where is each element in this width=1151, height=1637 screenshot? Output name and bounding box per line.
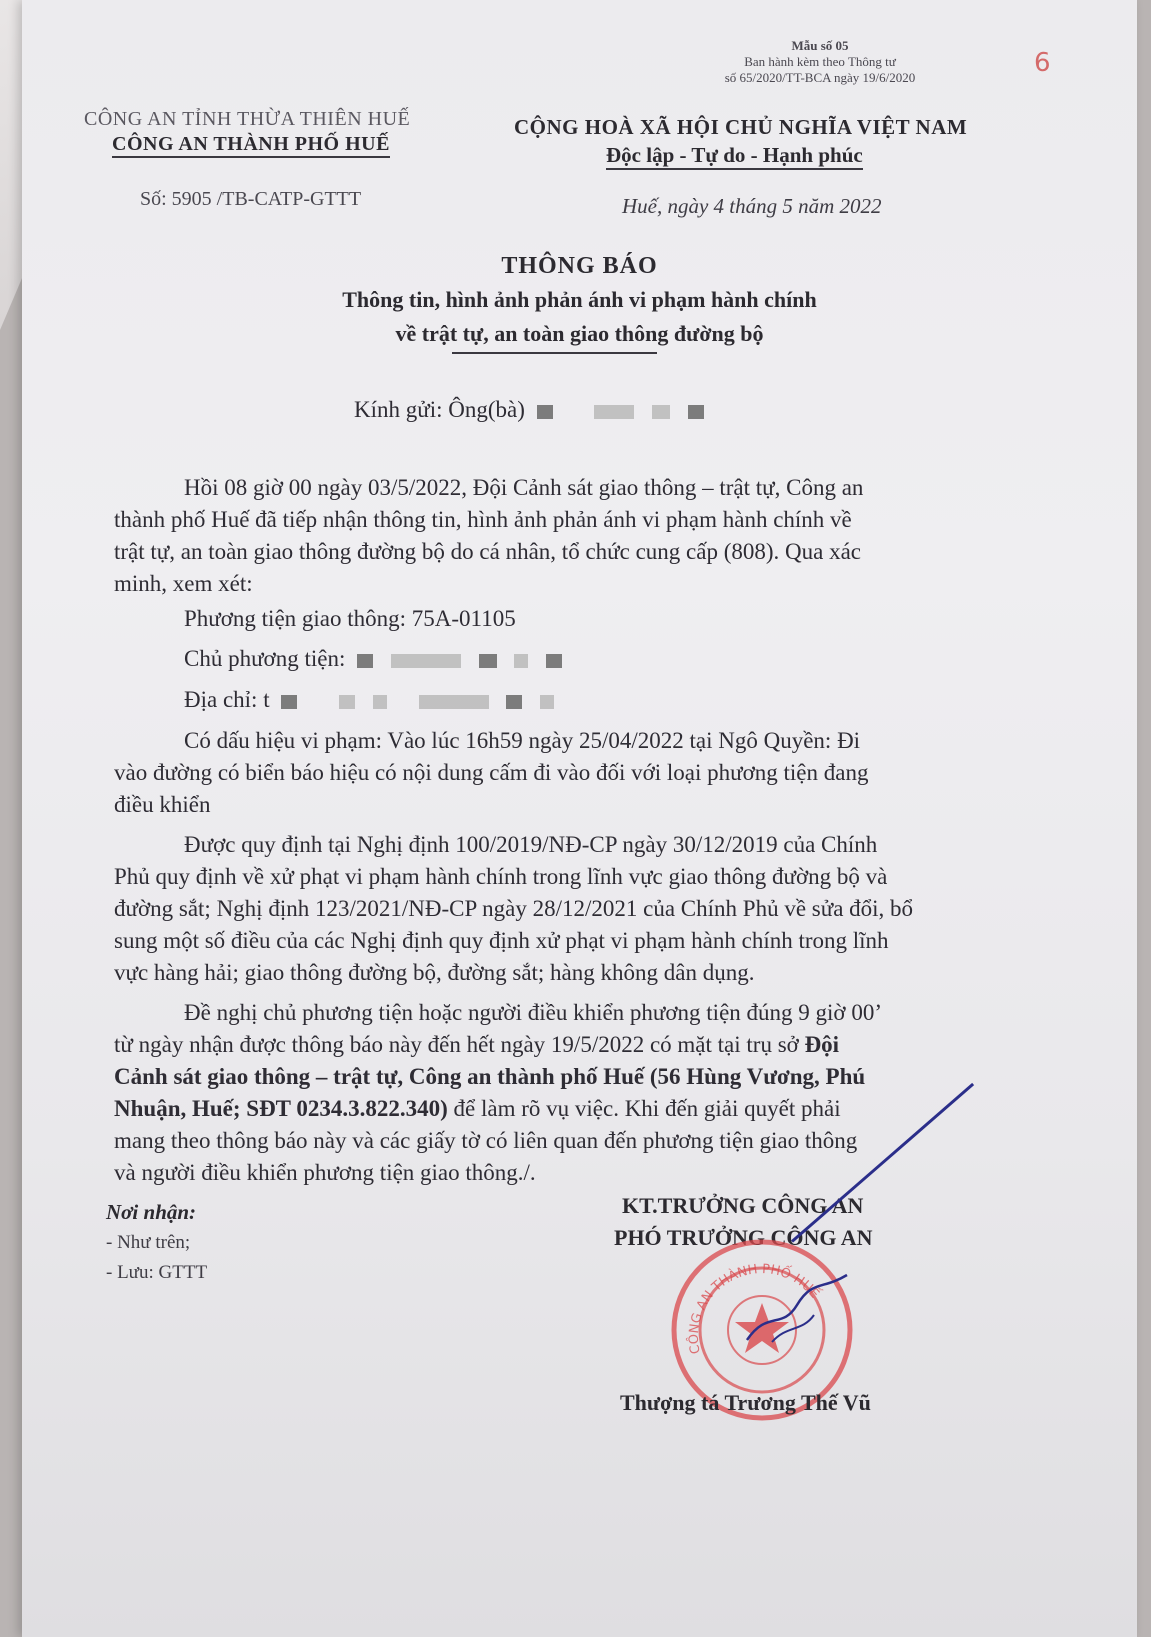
signature-line-2: PHÓ TRƯỞNG CÔNG AN — [614, 1225, 873, 1250]
signature-line-1: KT.TRƯỞNG CÔNG AN — [622, 1193, 864, 1218]
signer-name: Thượng tá Trương Thế Vũ — [620, 1390, 871, 1415]
greeting-text: Kính gửi: Ông(bà) — [354, 397, 525, 422]
redacted-block — [281, 695, 297, 709]
legal-line-3: đường sắt; Nghị định 123/2021/NĐ-CP ngày 28/12/2021 của Chính Phủ về sửa đổi, bổ — [114, 896, 914, 921]
handwritten-signature — [742, 1270, 852, 1350]
redacted-block — [652, 405, 670, 419]
redacted-block — [514, 654, 528, 668]
request-line-3: Cảnh sát giao thông – trật tự, Công an thành phố Huế (56 Hùng Vương, Phú — [114, 1064, 866, 1089]
document-page — [22, 0, 1137, 1637]
legal-line-4: sung một số điều của các Nghị định quy định xử phạt vi phạm hành chính trong lĩnh — [114, 928, 889, 953]
redacted-block — [391, 654, 461, 668]
vehicle-owner — [184, 643, 568, 675]
request-line-2 — [114, 1029, 839, 1061]
redacted-block — [339, 695, 355, 709]
paragraph-1-line-3: trật tự, an toàn giao thông đường bộ do cá nhân, tổ chức cung cấp (808). Qua xác — [114, 539, 862, 564]
recipients-title: Nơi nhận: — [106, 1200, 197, 1224]
agency-name — [112, 133, 390, 156]
legal-line-2: Phủ quy định về xử phạt vi phạm hành chính trong lĩnh vực giao thông đường bộ và — [114, 864, 888, 889]
redacted-block — [540, 695, 554, 709]
vehicle-address — [184, 684, 560, 716]
seal-text: CÔNG AN THÀNH PHỐ HUẾ — [686, 1262, 822, 1356]
violation-line-3: điều khiển — [114, 792, 211, 817]
form-number-label: Mẫu số 05 — [791, 38, 849, 53]
request-line-4-text: để làm rõ vụ việc. Khi đến giải quyết phải — [453, 1096, 841, 1121]
agency-parent: CÔNG AN TỈNH THỪA THIÊN HUẾ — [84, 108, 411, 130]
redacted-block — [546, 654, 562, 668]
agency-name-text: CÔNG AN THÀNH PHỐ HUẾ — [112, 133, 390, 158]
redacted-block — [506, 695, 522, 709]
subtitle-underline — [452, 352, 657, 354]
request-line-2-bold: Đội — [804, 1032, 840, 1057]
form-number-line2: Ban hành kèm theo Thông tư — [744, 54, 896, 69]
vehicle-owner-label: Chủ phương tiện: — [184, 646, 346, 671]
paragraph-1-line-4: minh, xem xét: — [114, 571, 253, 596]
redacted-block — [419, 695, 489, 709]
redacted-block — [373, 695, 387, 709]
vehicle-plate: Phương tiện giao thông: 75A-01105 — [184, 606, 516, 631]
request-line-4-bold: Nhuận, Huế; SĐT 0234.3.822.340) — [114, 1096, 448, 1121]
recipient-item: - Như trên; — [106, 1232, 191, 1253]
request-line-2-text: từ ngày nhận được thông báo này đến hết ngày 19/5/2022 có mặt tại trụ sở — [114, 1032, 799, 1057]
request-line-5: mang theo thông báo này và các giấy tờ có liên quan đến phương tiện giao thông — [114, 1128, 858, 1153]
document-title: THÔNG BÁO — [501, 253, 658, 279]
vehicle-address-label: Địa chỉ: t — [184, 687, 270, 712]
redacted-block — [357, 654, 373, 668]
nation-motto-text: Độc lập - Tự do - Hạnh phúc — [606, 143, 863, 170]
nation-motto — [606, 143, 863, 168]
redacted-block — [688, 405, 704, 419]
greeting — [354, 394, 710, 426]
paragraph-1-line-1: Hồi 08 giờ 00 ngày 03/5/2022, Đội Cảnh sát giao thông – trật tự, Công an — [184, 475, 864, 500]
form-number-line3: số 65/2020/TT-BCA ngày 19/6/2020 — [724, 70, 916, 85]
document-number: Số: 5905 /TB-CATP-GTTT — [140, 188, 362, 210]
legal-line-1: Được quy định tại Nghị định 100/2019/NĐ-CP ngày 30/12/2019 của Chính — [184, 832, 878, 857]
redacted-block — [594, 405, 634, 419]
violation-line-1: Có dấu hiệu vi phạm: Vào lúc 16h59 ngày 25/04/2022 tại Ngô Quyền: Đi — [184, 728, 861, 753]
request-line-6: và người điều khiển phương tiện giao thông./. — [114, 1160, 536, 1185]
margin-mark: 6 — [1034, 48, 1051, 78]
redacted-block — [537, 405, 553, 419]
issue-date: Huế, ngày 4 tháng 5 năm 2022 — [622, 194, 882, 218]
nation-name: CỘNG HOÀ XÃ HỘI CHỦ NGHĨA VIỆT NAM — [514, 115, 968, 139]
document-subtitle-2: về trật tự, an toàn giao thông đường bộ — [395, 321, 764, 346]
violation-line-2: vào đường có biển báo hiệu có nội dung cấm đi vào đối với loại phương tiện đang — [114, 760, 869, 785]
request-line-4 — [114, 1093, 841, 1125]
form-number — [690, 38, 950, 86]
paragraph-1-line-2: thành phố Huế đã tiếp nhận thông tin, hình ảnh phản ánh vi phạm hành chính về — [114, 507, 852, 532]
legal-line-5: vực hàng hải; giao thông đường bộ, đường sắt; hàng không dân dụng. — [114, 960, 755, 985]
request-line-1: Đề nghị chủ phương tiện hoặc người điều khiển phương tiện đúng 9 giờ 00’ — [184, 1000, 882, 1025]
document-subtitle-1: Thông tin, hình ảnh phản ánh vi phạm hành chính — [342, 287, 817, 312]
recipient-item: - Lưu: GTTT — [106, 1262, 208, 1283]
redacted-block — [479, 654, 497, 668]
